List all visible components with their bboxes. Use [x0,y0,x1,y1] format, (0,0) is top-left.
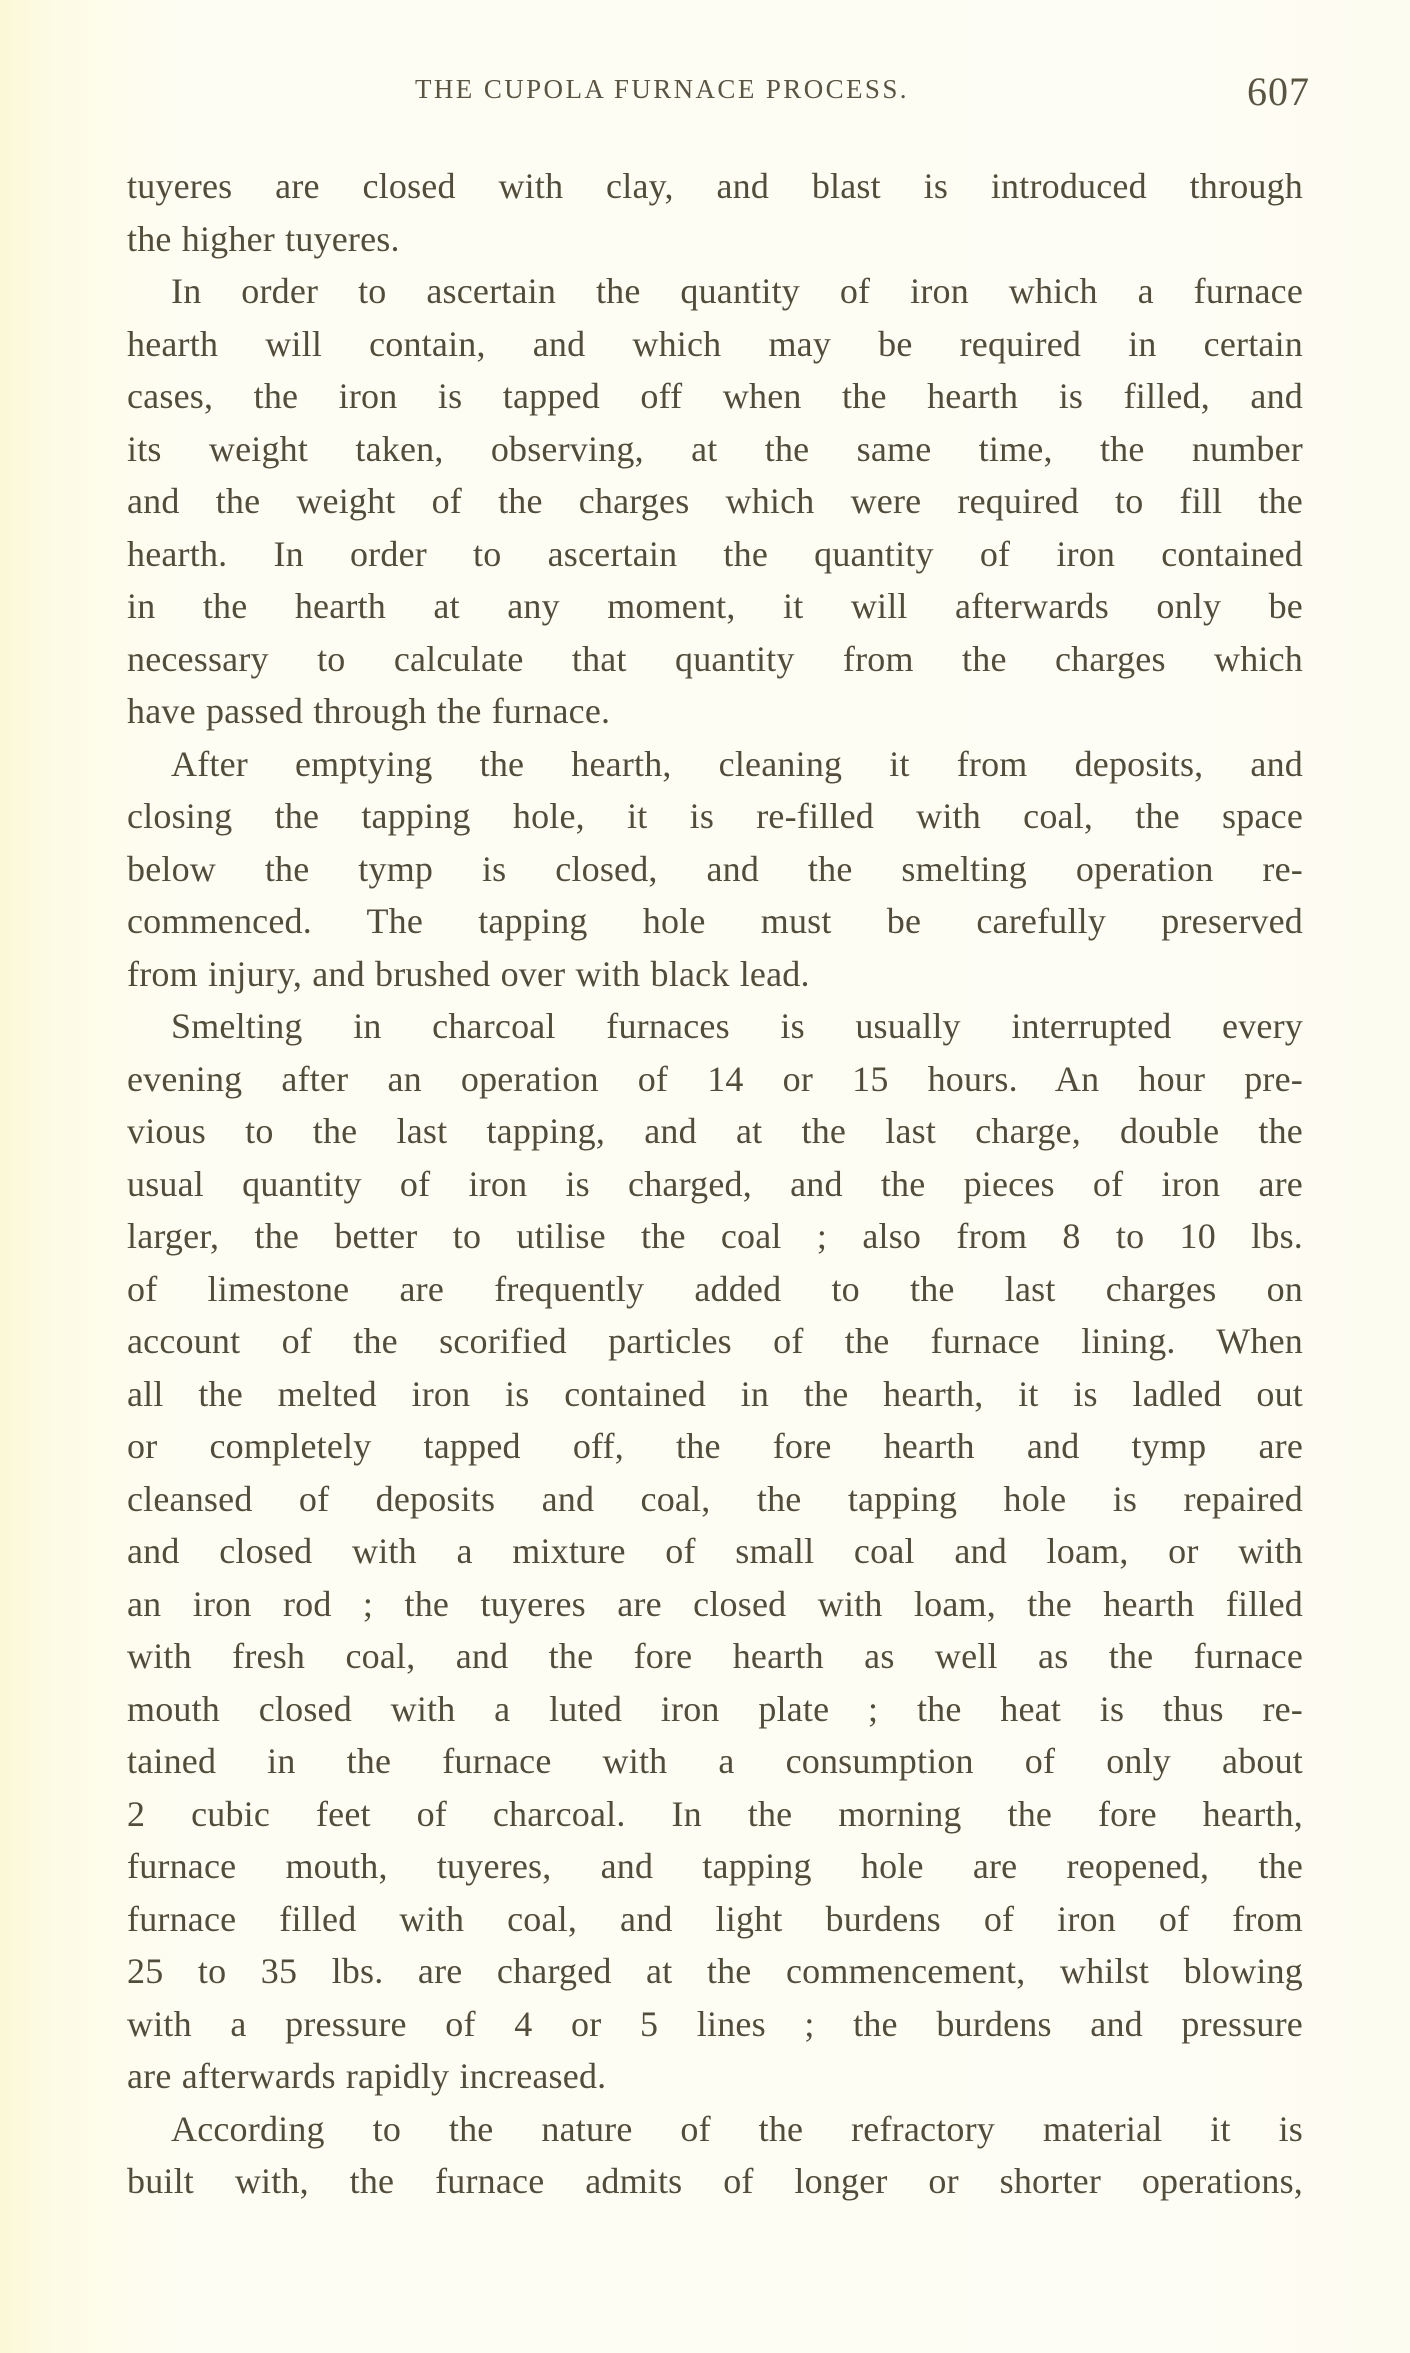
text-line: usual quantity of iron is charged, and the pieces of iron are [127,1163,1303,1204]
text-line: cleansed of deposits and coal, the tapping hole is repaired [127,1478,1303,1519]
text-line: have passed through the furnace. [127,691,611,731]
text-line: closing the tapping hole, it is re-filled with coal, the space [127,796,1303,836]
text-line: hearth will contain, and which may be required in certain [127,323,1303,364]
text-line: are afterwards rapidly increased. [127,2056,607,2096]
text-line: below the tymp is closed, and the smelting operation re- [127,848,1303,889]
text-line: from injury, and brushed over with black lead. [127,953,810,994]
text-line: with fresh coal, and the fore hearth as well as the furnace [127,1636,1303,1676]
text-line: and closed with a mixture of small coal and loam, or with [127,1531,1303,1571]
text-line: and the weight of the charges which were required to fill the [127,481,1303,521]
text-line: account of the scorified particles of the furnace lining. When [127,1321,1303,1361]
text-line: furnace mouth, tuyeres, and tapping hole are reopened, the [127,1846,1303,1886]
text-line: the higher tuyeres. [127,218,400,259]
text-line: or completely tapped off, the fore hearth and tymp are [127,1426,1303,1466]
text-line: evening after an operation of 14 or 15 hours. An hour pre- [127,1058,1303,1099]
text-line: hearth. In order to ascertain the quantity of iron contained [127,533,1303,574]
text-line: necessary to calculate that quantity from the charges which [127,638,1303,679]
text-line: furnace filled with coal, and light burdens of iron of from [127,1898,1303,1939]
text-line: 2 cubic feet of charcoal. In the morning the fore hearth, [127,1793,1303,1834]
text-line: its weight taken, observing, at the same time, the number [127,428,1303,469]
text-line: cases, the iron is tapped off when the hearth is filled, and [127,376,1303,416]
text-line: tained in the furnace with a consumption of only about [127,1741,1303,1781]
text-line: larger, the better to utilise the coal ; also from 8 to 10 lbs. [127,1216,1303,1256]
paragraph [127,738,1303,1001]
text-line: vious to the last tapping, and at the last charge, double the [127,1111,1303,1151]
text-line: According to the nature of the refractory material it is [171,2108,1303,2149]
paragraph [127,160,1303,265]
running-title: THE CUPOLA FURNACE PROCESS. [415,74,909,104]
text-line: an iron rod ; the tuyeres are closed with loam, the hearth filled [127,1583,1303,1624]
text-line: In order to ascertain the quantity of iron which a furnace [171,271,1303,311]
text-line: in the hearth at any moment, it will afterwards only be [127,586,1303,626]
text-line: tuyeres are closed with clay, and blast is introduced through [127,166,1303,206]
text-line: of limestone are frequently added to the last charges on [127,1268,1303,1309]
text-line: After emptying the hearth, cleaning it from deposits, and [171,743,1303,784]
paragraph [127,265,1303,738]
text-line: 25 to 35 lbs. are charged at the commencement, whilst blowing [127,1951,1303,1991]
paragraph [127,1000,1303,2103]
body-text [127,160,1303,2208]
text-line: Smelting in charcoal furnaces is usually interrupted every [171,1006,1303,1046]
page-header [0,70,1410,120]
text-line: all the melted iron is contained in the hearth, it is ladled out [127,1373,1303,1414]
text-line: built with, the furnace admits of longer or shorter operations, [127,2161,1303,2201]
paragraph [127,2103,1303,2208]
page-number: 607 [1247,69,1310,114]
text-line: mouth closed with a luted iron plate ; the heat is thus re- [127,1688,1303,1729]
text-line: commenced. The tapping hole must be carefully preserved [127,901,1303,941]
text-line: with a pressure of 4 or 5 lines ; the burdens and pressure [127,2003,1303,2044]
